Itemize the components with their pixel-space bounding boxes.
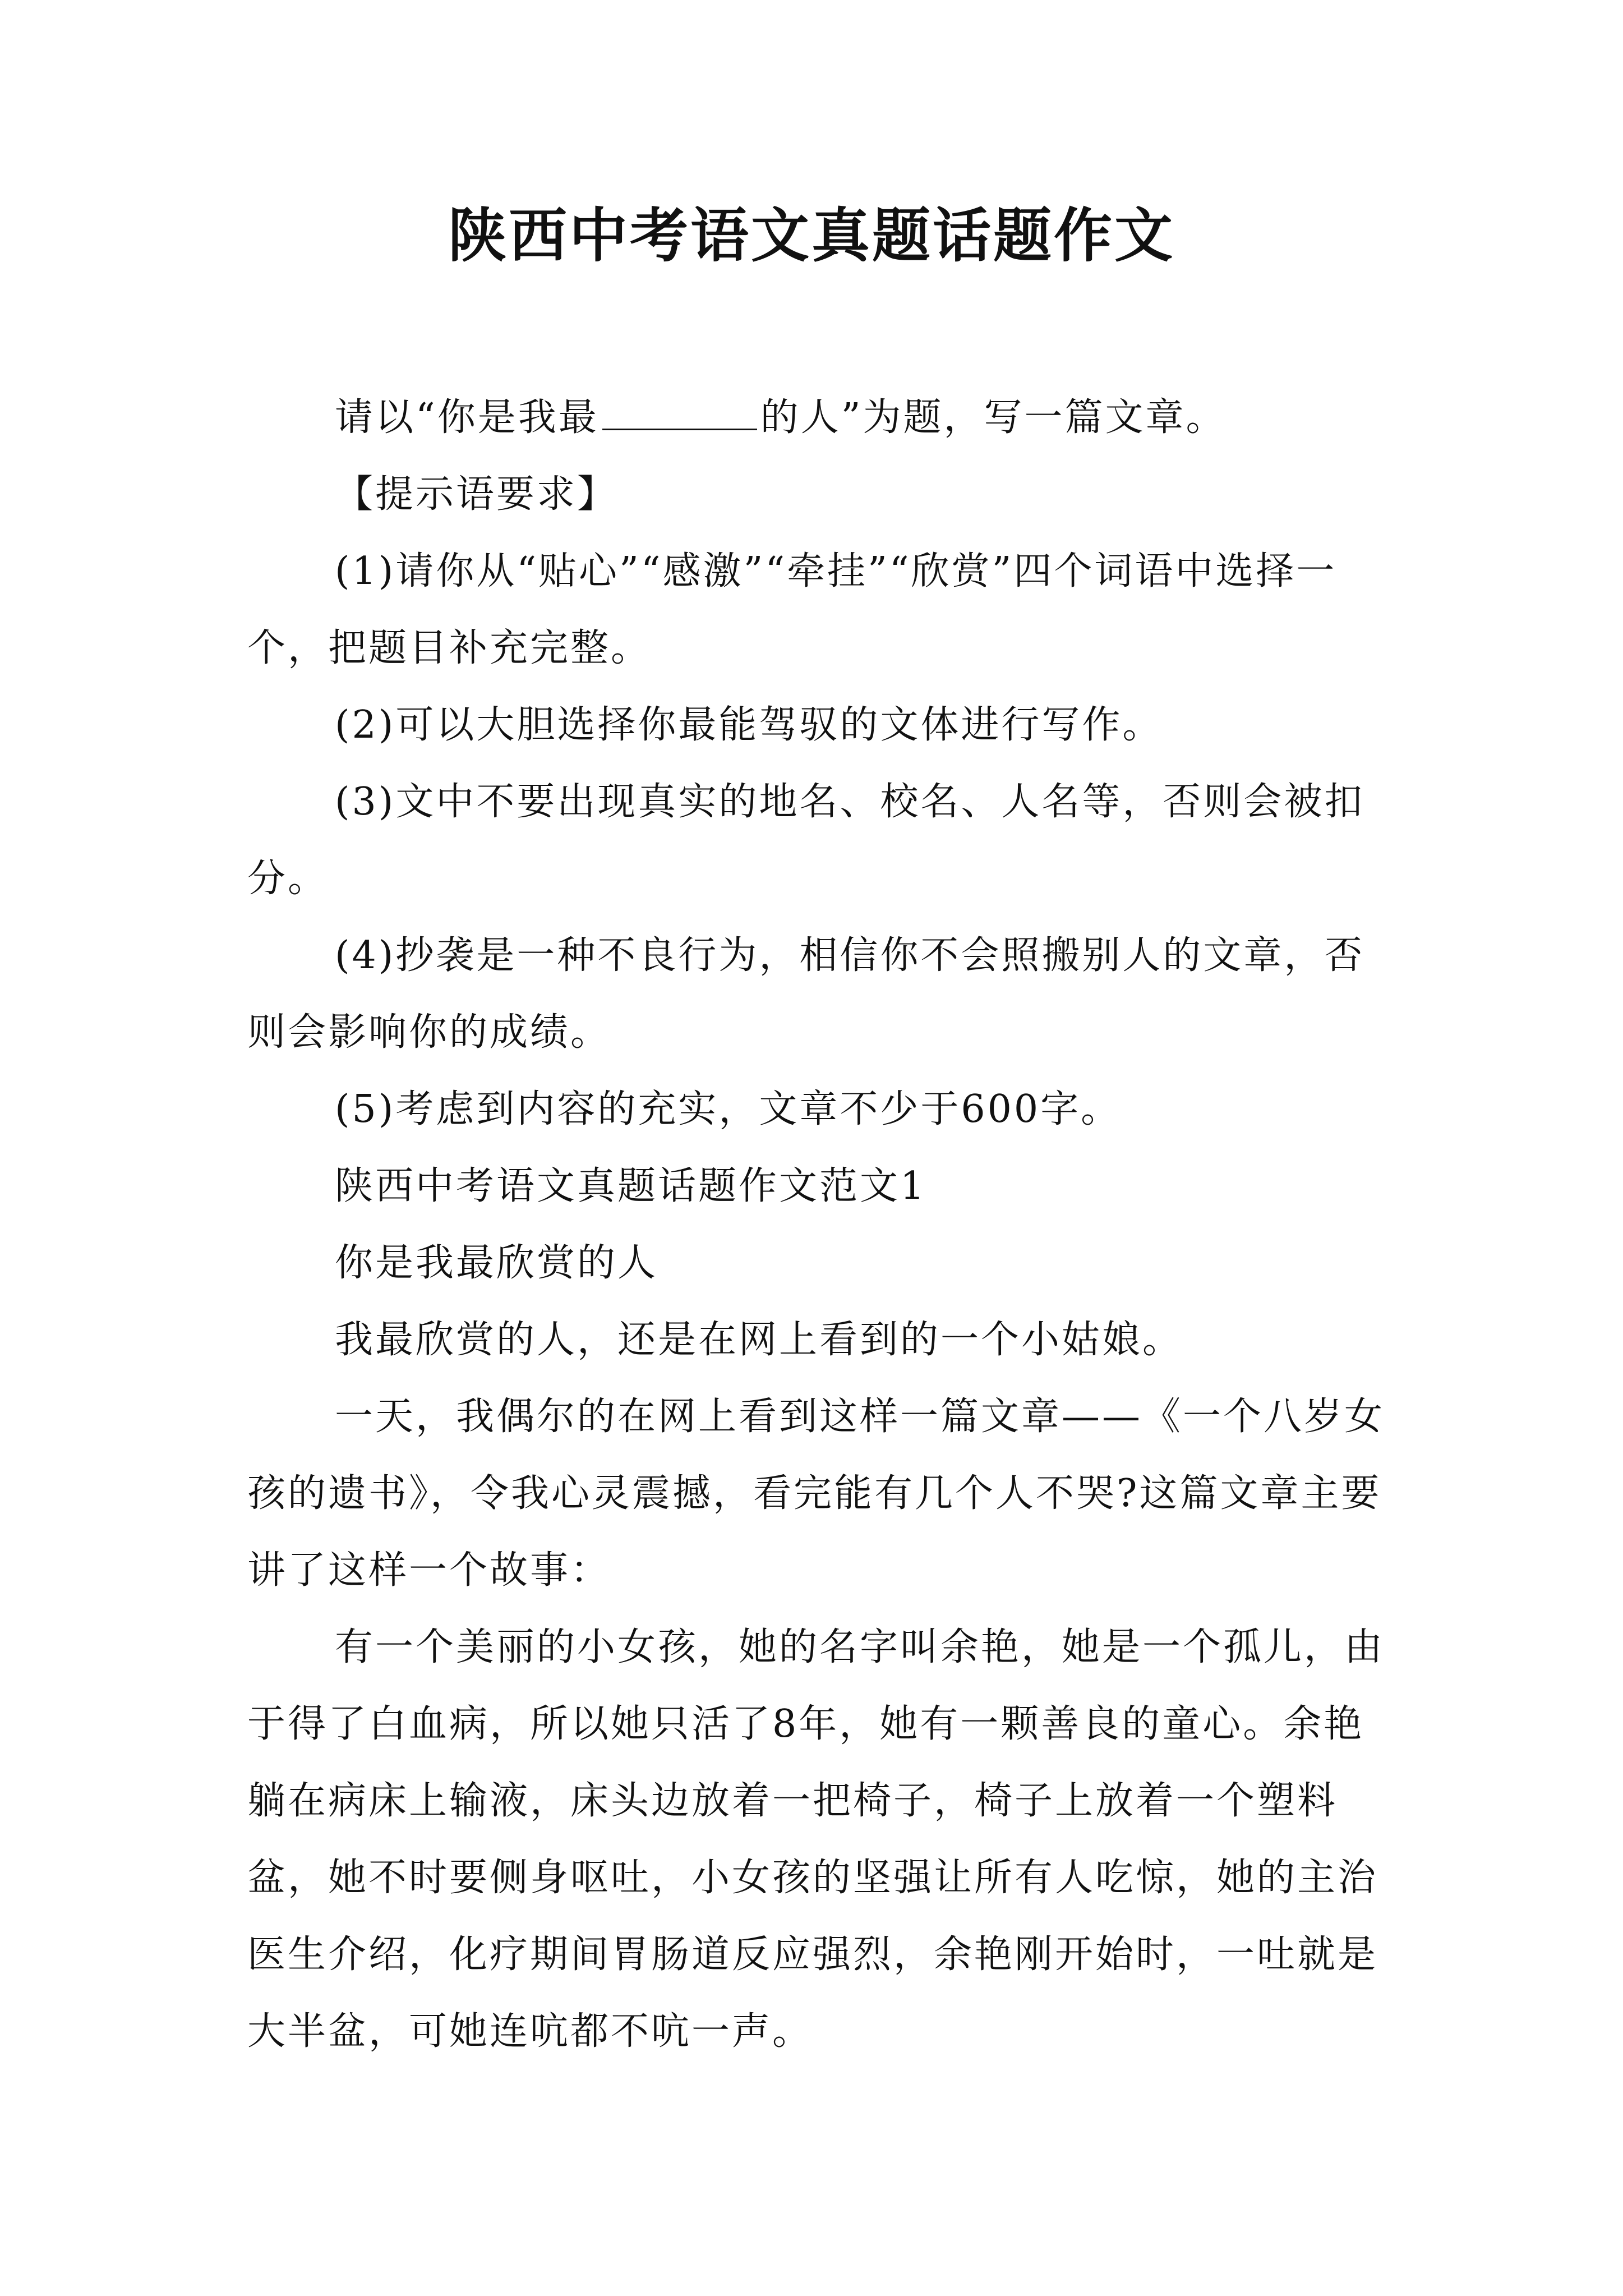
requirement-item-1: (1)请你从“贴心”“感激”“牵挂”“欣赏”四个词语中选择一个，把题目补充完整。 — [247, 549, 1337, 670]
requirement-item-3: (3)文中不要出现真实的地名、校名、人名等，否则会被扣分。 — [247, 780, 1365, 901]
requirements-heading: 【提示语要求】 — [335, 472, 618, 517]
requirement-item-5: (5)考虑到内容的充实，文章不少于600字。 — [335, 1087, 1122, 1131]
sample-essay-title: 你是我最欣赏的人 — [335, 1241, 658, 1285]
prompt-text-before-blank: 请以“你是我最 — [335, 395, 599, 440]
essay-paragraph-3: 有一个美丽的小女孩，她的名字叫余艳，她是一个孤儿，由于得了白血病，所以她只活了8年，她有一颗善良的童心。余艳躺在病床上输液，床头边放着一把椅子，椅子上放着一个塑料盆，她不时要侧身呕吐，小女孩的坚强让所有人吃惊，她的主治医生介绍，化疗期间胃肠道反应强烈，余艳刚开始时，一吐就是大半盆，可她连吭都不吭一声。 — [247, 1625, 1385, 2054]
requirement-item-2: (2)可以大胆选择你最能驾驭的文体进行写作。 — [335, 703, 1163, 747]
document-body — [247, 379, 1386, 2070]
essay-paragraph-1: 我最欣赏的人，还是在网上看到的一个小姑娘。 — [335, 1318, 1183, 1362]
prompt-text-after-blank: 的人”为题，写一篇文章。 — [760, 395, 1227, 440]
requirement-item-4: (4)抄袭是一种不良行为，相信你不会照搬别人的文章，否则会影响你的成绩。 — [247, 933, 1365, 1055]
sample-essay-heading: 陕西中考语文真题话题作文范文1 — [335, 1164, 927, 1208]
essay-paragraph-2: 一天，我偶尔的在网上看到这样一篇文章——《一个八岁女孩的遗书》，令我心灵震撼，看完能有几个人不哭?这篇文章主要讲了这样一个故事： — [247, 1395, 1385, 1593]
fill-in-blank-line — [602, 389, 757, 430]
page-title: 陕西中考语文真题话题作文 — [448, 201, 1175, 270]
essay-prompt — [247, 379, 1386, 456]
